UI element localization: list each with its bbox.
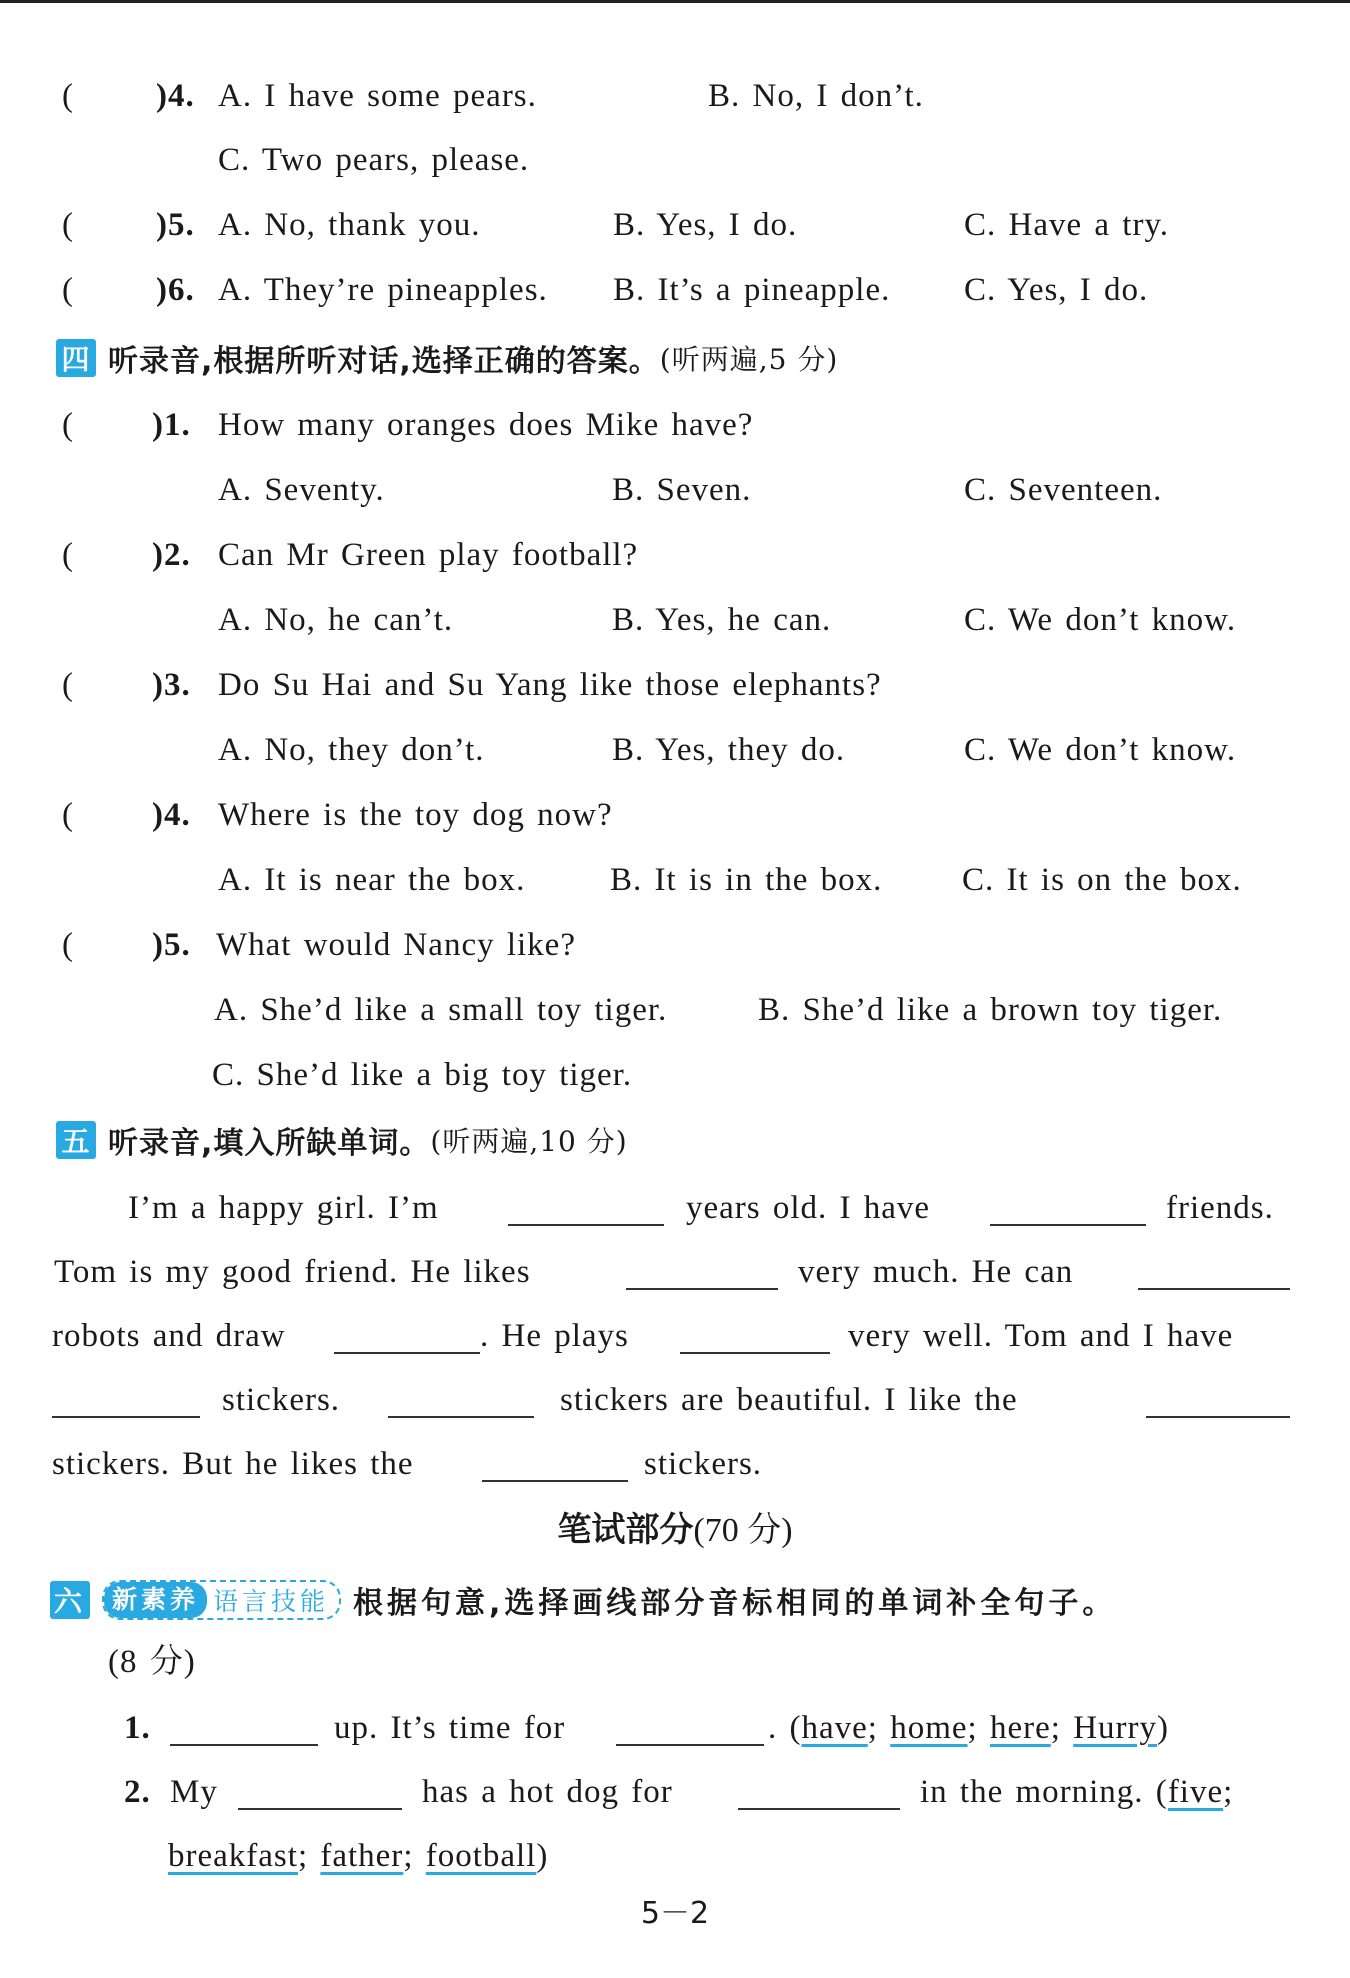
question-text: How many oranges does Mike have? bbox=[218, 407, 754, 443]
answer-paren: ( bbox=[62, 272, 74, 308]
blank-input[interactable] bbox=[52, 1386, 200, 1418]
option-a: A. I have some pears. bbox=[218, 78, 537, 114]
cloze-text: stickers. But he likes the bbox=[52, 1446, 414, 1482]
option-b: B. Yes, they do. bbox=[612, 732, 846, 768]
option-b: B. Yes, I do. bbox=[613, 207, 798, 243]
word-options: in the morning. (five; bbox=[920, 1774, 1234, 1810]
option-c: C. Yes, I do. bbox=[964, 272, 1149, 308]
answer-paren: ( bbox=[62, 78, 74, 114]
cloze-text: Tom is my good friend. He likes bbox=[54, 1254, 531, 1290]
option-a: A. No, they don’t. bbox=[218, 732, 485, 768]
answer-paren: ( bbox=[62, 797, 74, 833]
question-number: 1. bbox=[124, 1710, 151, 1746]
option-b: B. No, I don’t. bbox=[708, 78, 924, 114]
word-options: . (have; home; here; Hurry) bbox=[768, 1710, 1169, 1746]
option-c: C. Have a try. bbox=[964, 207, 1170, 243]
option-c: C. Seventeen. bbox=[964, 472, 1163, 508]
question-text: has a hot dog for bbox=[422, 1774, 673, 1810]
question-number: )5. bbox=[156, 207, 195, 243]
blank-input[interactable] bbox=[680, 1322, 830, 1354]
option-b: B. It is in the box. bbox=[610, 862, 883, 898]
answer-paren: ( bbox=[62, 927, 74, 963]
written-score: (70 分) bbox=[693, 1512, 793, 1549]
question-text: up. It’s time for bbox=[334, 1710, 566, 1746]
question-text: What would Nancy like? bbox=[216, 927, 576, 963]
cloze-text: stickers. bbox=[222, 1382, 341, 1418]
question-number: )4. bbox=[152, 797, 191, 833]
section-5-header bbox=[56, 1118, 628, 1162]
option-a: A. It is near the box. bbox=[218, 862, 526, 898]
option-a: A. No, thank you. bbox=[218, 207, 481, 243]
section-badge: 四 bbox=[56, 339, 96, 377]
word-option: have bbox=[801, 1710, 868, 1746]
question-text: Where is the toy dog now? bbox=[218, 797, 613, 833]
cloze-text: very much. He can bbox=[798, 1254, 1074, 1290]
paren-open: . ( bbox=[768, 1710, 802, 1746]
section-title: 听录音,填入所缺单词。 bbox=[108, 1126, 431, 1161]
word-options: breakfast; father; football) bbox=[168, 1838, 549, 1874]
section-title: 听录音,根据所听对话,选择正确的答案。 bbox=[108, 344, 660, 379]
section-badge: 六 bbox=[50, 1581, 90, 1619]
option-a: A. They’re pineapples. bbox=[218, 272, 548, 308]
cloze-text: stickers. bbox=[644, 1446, 763, 1482]
page-number: 5－2 bbox=[640, 1896, 710, 1931]
option-c: C. Two pears, please. bbox=[218, 142, 530, 178]
written-part-title bbox=[0, 1508, 1350, 1553]
blank-input[interactable] bbox=[482, 1450, 628, 1482]
written-title-text: 笔试部分 bbox=[557, 1510, 694, 1550]
section-score: (8 分) bbox=[108, 1644, 196, 1680]
paren-close: ) bbox=[536, 1838, 549, 1874]
question-number: )3. bbox=[152, 667, 191, 703]
answer-paren: ( bbox=[62, 407, 74, 443]
answer-paren: ( bbox=[62, 667, 74, 703]
option-a: A. Seventy. bbox=[218, 472, 385, 508]
question-text: My bbox=[170, 1774, 218, 1810]
cloze-text: friends. bbox=[1166, 1190, 1274, 1226]
blank-input[interactable] bbox=[170, 1714, 318, 1746]
question-number: )6. bbox=[156, 272, 195, 308]
word-option: five bbox=[1167, 1774, 1224, 1810]
question-number: 2. bbox=[124, 1774, 151, 1810]
word-option: breakfast bbox=[168, 1838, 298, 1874]
blank-input[interactable] bbox=[334, 1322, 480, 1354]
paren-open: in the morning. ( bbox=[920, 1774, 1168, 1810]
literacy-tag bbox=[102, 1580, 341, 1620]
question-number: )1. bbox=[152, 407, 191, 443]
section-4-header bbox=[56, 336, 838, 380]
section-6-header bbox=[50, 1578, 1116, 1622]
cloze-text: very well. Tom and I have bbox=[848, 1318, 1234, 1354]
option-c: C. It is on the box. bbox=[962, 862, 1242, 898]
word-option: football bbox=[425, 1838, 537, 1874]
cloze-text: years old. I have bbox=[686, 1190, 931, 1226]
blank-input[interactable] bbox=[738, 1778, 900, 1810]
question-text: Can Mr Green play football? bbox=[218, 537, 639, 573]
tag-sublabel: 语言技能 bbox=[213, 1587, 330, 1616]
question-number: )2. bbox=[152, 537, 191, 573]
answer-paren: ( bbox=[62, 207, 74, 243]
blank-input[interactable] bbox=[1146, 1386, 1290, 1418]
question-text: Do Su Hai and Su Yang like those elephants? bbox=[218, 667, 882, 703]
blank-input[interactable] bbox=[616, 1714, 764, 1746]
cloze-text: stickers are beautiful. I like the bbox=[560, 1382, 1018, 1418]
question-number: )4. bbox=[156, 78, 195, 114]
blank-input[interactable] bbox=[1138, 1258, 1290, 1290]
cloze-text: . He plays bbox=[480, 1318, 629, 1354]
section-note: (听两遍,10 分) bbox=[430, 1125, 628, 1158]
question-number: )5. bbox=[152, 927, 191, 963]
top-border bbox=[0, 0, 1350, 3]
section-badge: 五 bbox=[56, 1121, 96, 1159]
section-note: (听两遍,5 分) bbox=[659, 343, 839, 376]
word-option: home bbox=[890, 1710, 968, 1746]
option-b: B. It’s a pineapple. bbox=[613, 272, 891, 308]
blank-input[interactable] bbox=[990, 1194, 1146, 1226]
blank-input[interactable] bbox=[238, 1778, 402, 1810]
option-c: C. We don’t know. bbox=[964, 602, 1237, 638]
option-a: A. No, he can’t. bbox=[218, 602, 454, 638]
option-c: C. She’d like a big toy tiger. bbox=[212, 1057, 633, 1093]
cloze-text: I’m a happy girl. I’m bbox=[128, 1190, 439, 1226]
blank-input[interactable] bbox=[626, 1258, 778, 1290]
word-option: here bbox=[989, 1710, 1051, 1746]
cloze-text: robots and draw bbox=[52, 1318, 286, 1354]
option-b: B. Seven. bbox=[612, 472, 752, 508]
option-a: A. She’d like a small toy tiger. bbox=[214, 992, 668, 1028]
section-title: 根据句意,选择画线部分音标相同的单词补全句子。 bbox=[353, 1586, 1117, 1621]
word-option: father bbox=[320, 1838, 404, 1874]
blank-input[interactable] bbox=[388, 1386, 534, 1418]
option-b: B. She’d like a brown toy tiger. bbox=[758, 992, 1223, 1028]
answer-paren: ( bbox=[62, 537, 74, 573]
tag-label: 新素养 bbox=[104, 1582, 207, 1618]
option-c: C. We don’t know. bbox=[964, 732, 1237, 768]
paren-close: ) bbox=[1157, 1710, 1169, 1746]
word-option: Hurry bbox=[1073, 1710, 1157, 1746]
option-b: B. Yes, he can. bbox=[612, 602, 832, 638]
blank-input[interactable] bbox=[508, 1194, 664, 1226]
